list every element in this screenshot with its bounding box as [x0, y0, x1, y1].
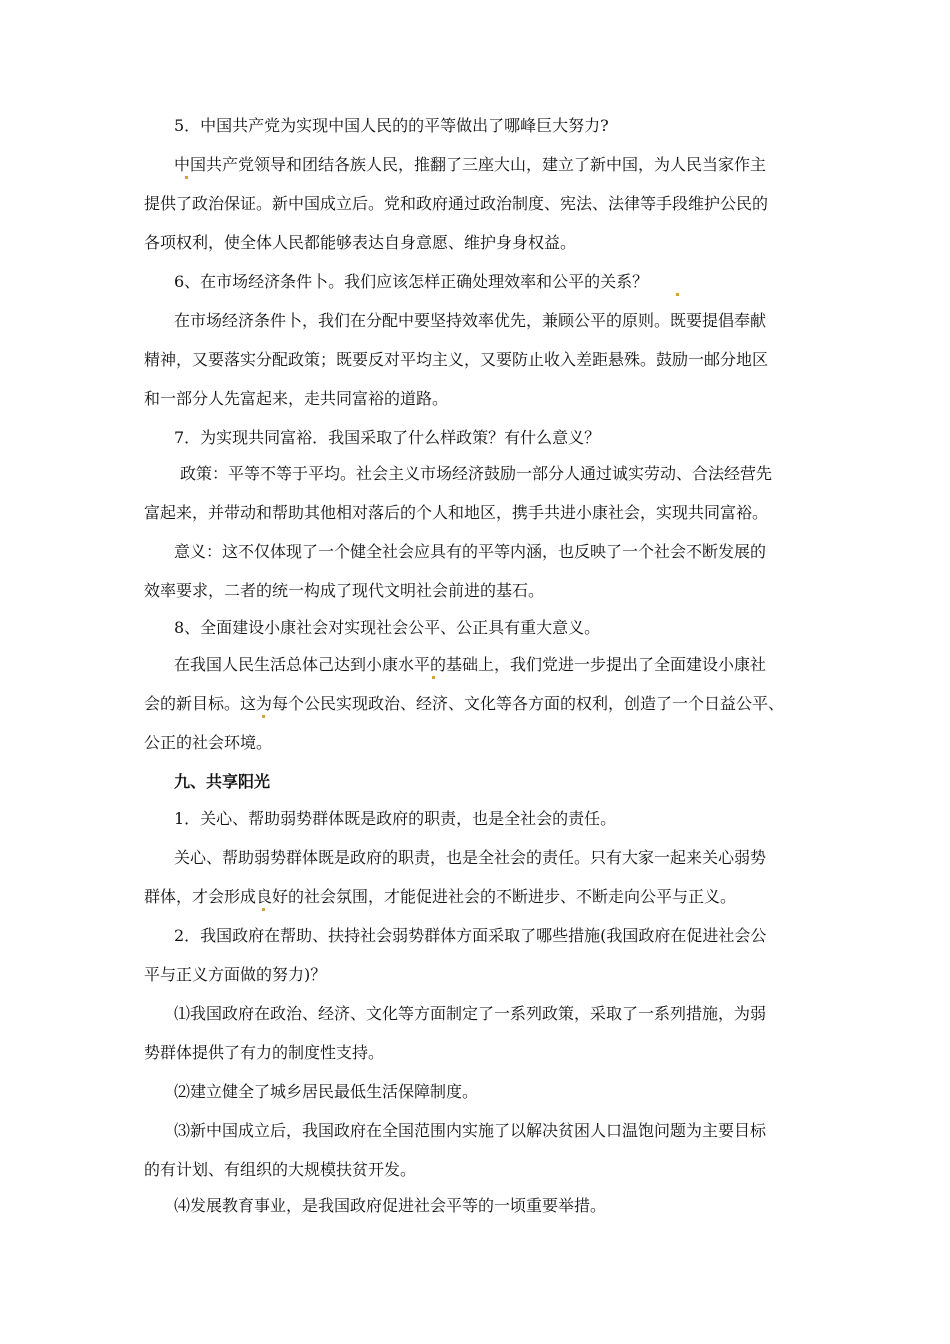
text-line: ⑵建立健全了城乡居民最低生活保障制度。 — [174, 1082, 479, 1101]
text-line: 2．我国政府在帮助、扶持社会弱势群体方面采取了哪些措施(我国政府在促进社会公 — [174, 926, 767, 945]
section-heading: 九、共享阳光 — [174, 772, 271, 791]
text-line: 在市场经济条件卜，我们在分配中要坚持效率优先，兼顾公平的原则。既要提倡奉献 — [174, 311, 767, 330]
text-line: 关心、帮助弱势群体既是政府的职责，也是全社会的责任。只有大家一起来关心弱势 — [174, 848, 767, 867]
text-line: 平与正义方面做的努力)？ — [144, 965, 327, 984]
text-line: ⑶新中国成立后，我国政府在全国范围内实施了以解决贫困人口温饱问题为主要目标 — [174, 1121, 767, 1140]
text-line: 和一部分人先富起来，走共同富裕的道路。 — [144, 389, 449, 408]
text-line: 1．关心、帮助弱势群体既是政府的职责，也是全社会的责任。 — [174, 809, 617, 828]
text-line: 中国共产党领导和团结各族人民，推翻了三座大山，建立了新中国，为人民当家作主 — [174, 155, 767, 174]
text-line: 富起来，并带动和帮助其他相对落后的个人和地区，携手共进小康社会，实现共同富裕。 — [144, 503, 769, 522]
text-line: 的有计划、有组织的大规模扶贫开发。 — [144, 1160, 417, 1179]
text-line: 群体，才会形成良好的社会氛围，才能促进社会的不断进步、不断走向公平与正义。 — [144, 887, 737, 906]
text-line: 会的新目标。这为每个公民实现政治、经济、文化等各方面的权利，创造了一个日益公平、 — [144, 694, 785, 713]
text-line: 6、在市场经济条件卜。我们应该怎样正确处理效率和公平的关系？ — [174, 272, 649, 291]
text-line: ⑷发展教育事业，是我国政府促进社会平等的一顷重要举措。 — [174, 1196, 607, 1215]
text-line: 提供了政治保证。新中国成立后。党和政府通过政治制度、宪法、法律等手段维护公民的 — [144, 194, 769, 213]
text-line: 7．为实现共同富裕．我国采取了什么样政策？有什么意义？ — [174, 428, 601, 447]
text-line: 精神，又要落实分配政策；既要反对平均主义，又要防止收入差距悬殊。鼓励一邮分地区 — [144, 350, 769, 369]
text-line: 8、全面建设小康社会对实现社会公平、公正具有重大意义。 — [174, 618, 601, 637]
text-line: 效率要求，二者的统一构成了现代文明社会前进的基石。 — [144, 581, 545, 600]
text-line: 在我国人民生活总体己达到小康水平的基础上，我们党进一步提出了全面建设小康社 — [174, 655, 767, 674]
text-line: 势群体提供了有力的制度性支持。 — [144, 1043, 385, 1062]
text-line: 意义：这不仅体现了一个健全社会应具有的平等内涵，也反映了一个社会不断发展的 — [174, 542, 767, 561]
text-line: ⑴我国政府在政治、经济、文化等方面制定了一系列政策，采取了一系列措施，为弱 — [174, 1004, 767, 1023]
text-line: 各项权利，使全体人民都能够表达自身意愿、维护身身权益。 — [144, 233, 577, 252]
text-line: 公正的社会环境。 — [144, 733, 273, 752]
text-line: 政策：平等不等于平均。社会主义市场经济鼓励一部分人通过诚实劳动、合法经营先 — [180, 464, 773, 483]
text-line: 5．中国共产党为实现中国人民的的平等做出了哪峰巨大努力? — [174, 116, 609, 135]
